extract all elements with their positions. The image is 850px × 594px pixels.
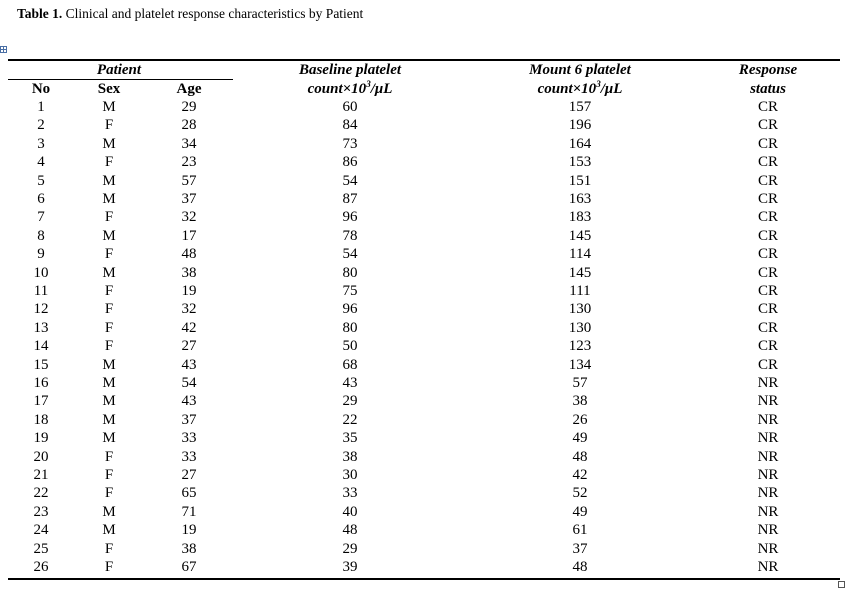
cell-baseline: 29 <box>342 393 358 409</box>
cell-baseline: 75 <box>342 283 358 299</box>
cell-sex: M <box>102 228 116 244</box>
cell-baseline: 54 <box>342 173 358 189</box>
cell-status: CR <box>757 265 778 281</box>
cell-month6: 163 <box>568 191 592 207</box>
cell-no: 15 <box>33 357 49 373</box>
header-month6-line1: Mount 6 platelet <box>529 62 631 78</box>
cell-baseline: 54 <box>342 246 358 262</box>
table-caption-text: Clinical and platelet response characteristics by Patient <box>62 6 364 21</box>
cell-no: 3 <box>37 136 45 152</box>
header-response-line1: Response <box>738 62 798 78</box>
cell-month6: 157 <box>568 99 592 115</box>
cell-sex: M <box>102 191 116 207</box>
cell-age: 43 <box>181 357 197 373</box>
cell-sex: F <box>104 301 114 317</box>
cell-sex: M <box>102 412 116 428</box>
table-bottom-rule <box>8 578 840 580</box>
header-response-line2: status <box>750 81 786 97</box>
cell-no: 14 <box>33 338 49 354</box>
cell-no: 12 <box>33 301 49 317</box>
cell-sex: F <box>104 117 114 133</box>
cell-month6: 164 <box>568 136 592 152</box>
cell-age: 65 <box>181 485 197 501</box>
cell-no: 8 <box>37 228 45 244</box>
cell-age: 48 <box>181 246 197 262</box>
cell-age: 34 <box>181 136 197 152</box>
cell-baseline: 86 <box>342 154 358 170</box>
cell-age: 57 <box>181 173 197 189</box>
cell-no: 2 <box>37 117 45 133</box>
cell-sex: F <box>104 485 114 501</box>
cell-age: 38 <box>181 265 197 281</box>
cell-age: 42 <box>181 320 197 336</box>
cell-sex: F <box>104 559 114 575</box>
cell-sex: F <box>104 209 114 225</box>
cell-no: 6 <box>37 191 45 207</box>
cell-month6: 134 <box>568 357 592 373</box>
cell-status: NR <box>757 449 779 465</box>
header-baseline-line2: $count\times 10^3/\mu L$ <box>307 79 393 97</box>
cell-sex: F <box>104 467 114 483</box>
cell-baseline: 87 <box>342 191 358 207</box>
cell-status: NR <box>757 504 779 520</box>
cell-baseline: 48 <box>342 522 358 538</box>
cell-sex: F <box>104 246 114 262</box>
cell-no: 11 <box>33 283 49 299</box>
header-no: No <box>31 81 51 97</box>
cell-status: CR <box>757 173 778 189</box>
cell-no: 24 <box>33 522 49 538</box>
cell-status: NR <box>757 522 779 538</box>
cell-month6: 114 <box>569 246 591 262</box>
cell-month6: 48 <box>572 449 588 465</box>
cell-status: CR <box>757 191 778 207</box>
cell-no: 9 <box>37 246 45 262</box>
cell-status: NR <box>757 559 779 575</box>
cell-status: CR <box>757 136 778 152</box>
cell-month6: 48 <box>572 559 588 575</box>
cell-baseline: 60 <box>342 99 358 115</box>
cell-no: 16 <box>33 375 49 391</box>
cell-month6: 145 <box>568 265 592 281</box>
table-caption <box>17 6 363 22</box>
cell-age: 27 <box>181 338 197 354</box>
cell-age: 54 <box>181 375 197 391</box>
cell-month6: 52 <box>572 485 588 501</box>
cell-age: 37 <box>181 191 197 207</box>
cell-age: 19 <box>181 522 197 538</box>
header-patient-group: Patient <box>96 62 142 78</box>
cell-status: CR <box>757 301 778 317</box>
cell-sex: F <box>104 154 114 170</box>
cell-age: 71 <box>181 504 197 520</box>
cell-month6: 196 <box>568 117 592 133</box>
cell-sex: F <box>104 541 114 557</box>
cell-sex: M <box>102 522 116 538</box>
cell-month6: 183 <box>568 209 592 225</box>
cell-month6: 151 <box>568 173 592 189</box>
cell-age: 17 <box>181 228 197 244</box>
cell-no: 17 <box>33 393 49 409</box>
cell-status: CR <box>757 246 778 262</box>
cell-sex: F <box>104 320 114 336</box>
cell-status: CR <box>757 209 778 225</box>
cell-age: 32 <box>181 301 197 317</box>
cell-age: 23 <box>181 154 197 170</box>
cell-baseline: 30 <box>342 467 358 483</box>
header-month6-line2: $count\times 10^3/\mu L$ <box>537 79 623 97</box>
cell-month6: 26 <box>572 412 588 428</box>
cell-no: 25 <box>33 541 49 557</box>
cell-no: 21 <box>33 467 49 483</box>
cell-no: 7 <box>37 209 45 225</box>
cell-month6: 123 <box>568 338 592 354</box>
cell-age: 38 <box>181 541 197 557</box>
cell-status: CR <box>757 357 778 373</box>
cell-baseline: 68 <box>342 357 358 373</box>
cell-sex: M <box>102 99 116 115</box>
table-move-handle-icon[interactable] <box>0 46 7 53</box>
cell-month6: 130 <box>568 320 592 336</box>
cell-month6: 42 <box>572 467 588 483</box>
cell-no: 1 <box>37 99 45 115</box>
cell-month6: 130 <box>568 301 592 317</box>
cell-sex: M <box>102 375 116 391</box>
table-resize-handle-icon[interactable] <box>838 581 845 588</box>
cell-sex: M <box>102 136 116 152</box>
cell-sex: M <box>102 265 116 281</box>
cell-month6: 111 <box>569 283 591 299</box>
cell-baseline: 84 <box>342 117 358 133</box>
cell-baseline: 96 <box>342 301 358 317</box>
cell-month6: 38 <box>572 393 588 409</box>
cell-no: 5 <box>37 173 45 189</box>
cell-baseline: 33 <box>342 485 358 501</box>
cell-month6: 153 <box>568 154 592 170</box>
cell-baseline: 80 <box>342 265 358 281</box>
cell-age: 19 <box>181 283 197 299</box>
cell-baseline: 78 <box>342 228 358 244</box>
cell-no: 20 <box>33 449 49 465</box>
cell-baseline: 43 <box>342 375 358 391</box>
cell-status: CR <box>757 338 778 354</box>
cell-sex: M <box>102 357 116 373</box>
cell-age: 29 <box>181 99 197 115</box>
cell-no: 13 <box>33 320 49 336</box>
cell-status: NR <box>757 485 779 501</box>
cell-status: CR <box>757 117 778 133</box>
cell-baseline: 38 <box>342 449 358 465</box>
cell-no: 4 <box>37 154 45 170</box>
cell-baseline: 50 <box>342 338 358 354</box>
cell-age: 37 <box>181 412 197 428</box>
cell-status: NR <box>757 541 779 557</box>
cell-status: CR <box>757 283 778 299</box>
cell-age: 33 <box>181 430 197 446</box>
cell-status: NR <box>757 412 779 428</box>
cell-age: 43 <box>181 393 197 409</box>
cell-month6: 49 <box>572 504 588 520</box>
cell-sex: M <box>102 504 116 520</box>
cell-age: 67 <box>181 559 197 575</box>
cell-baseline: 80 <box>342 320 358 336</box>
cell-baseline: 73 <box>342 136 358 152</box>
cell-status: NR <box>757 393 779 409</box>
cell-status: CR <box>757 99 778 115</box>
cell-baseline: 96 <box>342 209 358 225</box>
cell-baseline: 40 <box>342 504 358 520</box>
cell-status: NR <box>757 375 779 391</box>
cell-sex: M <box>102 430 116 446</box>
cell-no: 23 <box>33 504 49 520</box>
cell-status: CR <box>757 154 778 170</box>
cell-status: NR <box>757 467 779 483</box>
cell-sex: M <box>102 393 116 409</box>
cell-status: CR <box>757 320 778 336</box>
cell-sex: F <box>104 283 114 299</box>
table-caption-label: Table 1. <box>17 6 63 21</box>
cell-baseline: 39 <box>342 559 358 575</box>
cell-month6: 61 <box>572 522 588 538</box>
header-sex: Sex <box>97 81 121 97</box>
cell-baseline: 35 <box>342 430 358 446</box>
cell-age: 27 <box>181 467 197 483</box>
cell-no: 18 <box>33 412 49 428</box>
cell-baseline: 29 <box>342 541 358 557</box>
cell-status: CR <box>757 228 778 244</box>
cell-sex: M <box>102 173 116 189</box>
cell-month6: 49 <box>572 430 588 446</box>
cell-age: 32 <box>181 209 197 225</box>
cell-no: 19 <box>33 430 49 446</box>
cell-month6: 57 <box>572 375 588 391</box>
cell-status: NR <box>757 430 779 446</box>
cell-baseline: 22 <box>342 412 358 428</box>
cell-no: 22 <box>33 485 49 501</box>
header-baseline-line1: Baseline platelet <box>298 62 402 78</box>
cell-age: 33 <box>181 449 197 465</box>
cell-sex: F <box>104 449 114 465</box>
cell-age: 28 <box>181 117 197 133</box>
cell-sex: F <box>104 338 114 354</box>
header-age: Age <box>176 81 202 97</box>
cell-month6: 37 <box>572 541 588 557</box>
cell-no: 10 <box>33 265 49 281</box>
cell-month6: 145 <box>568 228 592 244</box>
cell-no: 26 <box>33 559 49 575</box>
